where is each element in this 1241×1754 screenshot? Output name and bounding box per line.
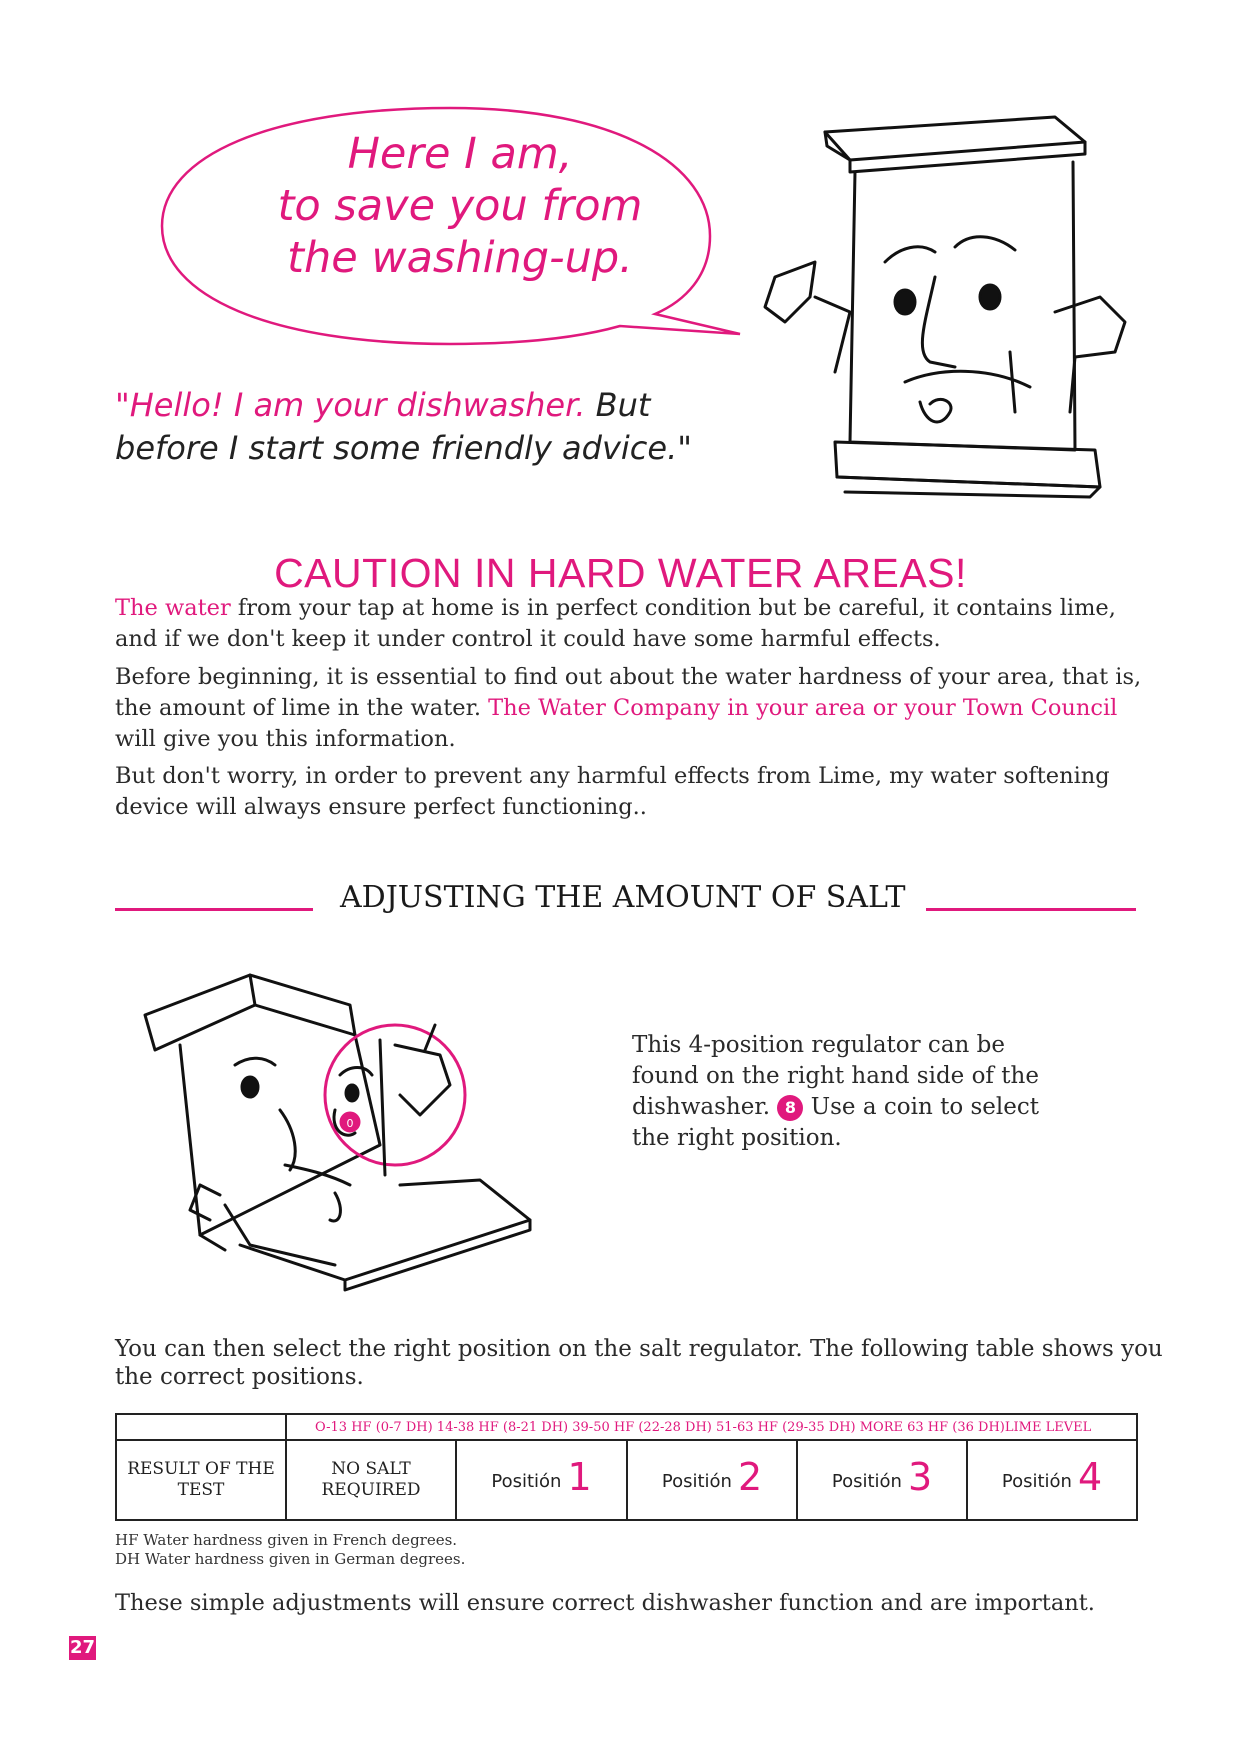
position-number: 2 bbox=[737, 1455, 763, 1499]
closing-text: These simple adjustments will ensure correct dishwasher function and are important. bbox=[115, 1590, 1095, 1616]
position-number: 1 bbox=[567, 1455, 592, 1499]
table-row bbox=[116, 1440, 1137, 1520]
intro-highlight: "Hello! I am your dishwasher. bbox=[115, 386, 586, 424]
footnote-dh: DH Water hardness given in German degrees. bbox=[115, 1550, 466, 1568]
table-intro: You can then select the right position on the salt regulator. The following table shows you the correct positions. bbox=[115, 1336, 1163, 1390]
regulator-text-2: Use a coin to select the right position. bbox=[632, 1094, 1039, 1151]
dishwasher-character-illustration bbox=[755, 112, 1135, 532]
water-highlight: The water bbox=[115, 595, 231, 621]
regulator-description bbox=[632, 1030, 1072, 1154]
p1-text: from your tap at home is in perfect condition but be careful, it contains lime, and if we don't keep it under control it could have some harmful effects. bbox=[115, 595, 1116, 652]
footnote-hf: HF Water hardness given in French degrees. bbox=[115, 1531, 458, 1549]
caution-paragraph-2 bbox=[115, 662, 1160, 755]
page-number: 27 bbox=[69, 1637, 96, 1658]
bubble-line-2: to save you from bbox=[277, 181, 643, 231]
cell-position-3 bbox=[797, 1440, 967, 1520]
cell-position-1 bbox=[456, 1440, 627, 1520]
caution-title: CAUTION IN HARD WATER AREAS! bbox=[274, 550, 967, 596]
p2-end: will give you this information. bbox=[115, 726, 456, 752]
bubble-line-3: the washing-up. bbox=[287, 233, 633, 283]
regulator-text-1: This 4-position regulator can be found on the right hand side of the dishwasher. bbox=[632, 1032, 1039, 1120]
salt-position-table bbox=[115, 1413, 1138, 1521]
heading-rule-left bbox=[115, 908, 313, 911]
position-label: Positión bbox=[1001, 1471, 1072, 1492]
water-company-highlight: The Water Company in your area or your Town Council bbox=[488, 695, 1118, 721]
cell-position-4 bbox=[967, 1440, 1137, 1520]
number-badge: 8 bbox=[777, 1095, 803, 1121]
position-label: Positión bbox=[661, 1471, 732, 1492]
table-header-empty bbox=[116, 1414, 286, 1440]
p2-start: Before beginning, it is essential to find out about the water hardness of your area, that is, the amount of lime in the water. bbox=[115, 664, 1142, 721]
position-label: Positión bbox=[831, 1471, 902, 1492]
bubble-text bbox=[230, 128, 690, 284]
dishwasher-regulator-illustration bbox=[140, 965, 540, 1295]
position-number: 4 bbox=[1077, 1455, 1103, 1499]
heading-rule-right bbox=[926, 908, 1136, 911]
position-number: 3 bbox=[907, 1455, 933, 1499]
salt-section-title: ADJUSTING THE AMOUNT OF SALT bbox=[340, 880, 906, 915]
caution-paragraph-3: But don't worry, in order to prevent any harmful effects from Lime, my water softening device will always ensure perfect functioning.. bbox=[115, 763, 1110, 820]
intro-quote bbox=[115, 384, 755, 470]
bubble-line-1: Here I am, bbox=[347, 129, 573, 179]
position-label: Positión bbox=[491, 1471, 562, 1492]
intro-rest: But before I start some friendly advice." bbox=[115, 386, 692, 467]
row-label-result: RESULT OF THE TEST bbox=[116, 1440, 286, 1520]
caution-paragraph-1 bbox=[115, 593, 1160, 655]
cell-no-salt: NO SALT REQUIRED bbox=[286, 1440, 456, 1520]
cell-position-2 bbox=[627, 1440, 797, 1520]
illustration-badge: 0 bbox=[346, 1117, 354, 1130]
table-header-hardness-levels: O-13 HF (0-7 DH) 14-38 HF (8-21 DH) 39-50 HF (22-28 DH) 51-63 HF (29-35 DH) MORE 63 HF (36 DH)LIME LEVEL bbox=[286, 1414, 1137, 1440]
table-header-row bbox=[116, 1414, 1137, 1440]
